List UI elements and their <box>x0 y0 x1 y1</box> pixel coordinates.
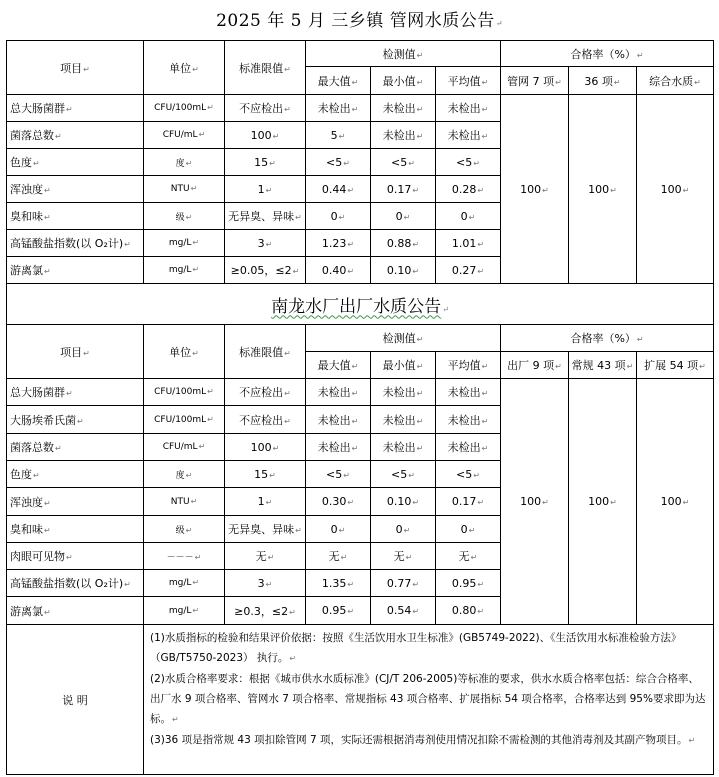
header-unit: 单位 ↵ <box>144 41 225 95</box>
item-cell: 菌落总数 ↵ <box>7 122 144 149</box>
avg-cell: 未检出 ↵ <box>436 122 501 149</box>
notes-label: 说 明 <box>7 625 144 775</box>
avg-cell: 未检出 ↵ <box>436 95 501 122</box>
min-cell: 未检出 ↵ <box>371 95 436 122</box>
limit-cell: 无 ↵ <box>225 543 306 570</box>
max-cell: 1.35 ↵ <box>306 570 371 597</box>
limit-cell: 无异臭、异味 ↵ <box>225 516 306 543</box>
header-item: 项目 ↵ <box>7 325 144 379</box>
header-avg: 平均值 ↵ <box>436 67 501 95</box>
unit-cell: CFU/mL ↵ <box>144 122 225 149</box>
unit-cell: mg/L ↵ <box>144 257 225 284</box>
item-cell: 总大肠菌群 ↵ <box>7 95 144 122</box>
limit-cell: 100 ↵ <box>225 122 306 149</box>
avg-cell: 未检出 ↵ <box>436 434 501 461</box>
page-title: 2025 年 5 月 三乡镇 管网水质公告 ↵ <box>0 6 719 31</box>
limit-cell: 不应检出 ↵ <box>225 406 306 434</box>
max-cell: 0 ↵ <box>306 516 371 543</box>
min-cell: 0.10 ↵ <box>371 488 436 516</box>
water-quality-table <box>6 40 714 775</box>
header-avg: 平均值 ↵ <box>436 352 501 379</box>
min-cell: 未检出 ↵ <box>371 122 436 149</box>
min-cell: 未检出 ↵ <box>371 434 436 461</box>
table-row <box>7 379 714 406</box>
avg-cell: 0.27 ↵ <box>436 257 501 284</box>
avg-cell: 0 ↵ <box>436 516 501 543</box>
rate-value: 100 ↵ <box>637 379 714 625</box>
item-cell: 大肠埃希氏菌 ↵ <box>7 406 144 434</box>
avg-cell: 无 ↵ <box>436 543 501 570</box>
item-cell: 总大肠菌群 ↵ <box>7 379 144 406</box>
rate-col-header: 管网 7 项 ↵ <box>501 67 569 95</box>
header-detect: 检测值 ↵ <box>306 325 501 352</box>
item-cell: 肉眼可见物 ↵ <box>7 543 144 570</box>
header-max: 最大值 ↵ <box>306 67 371 95</box>
item-cell: 高锰酸盐指数(以 O₂计) ↵ <box>7 230 144 257</box>
item-cell: 游离氯 ↵ <box>7 257 144 284</box>
max-cell: 未检出 ↵ <box>306 434 371 461</box>
header-min: 最小值 ↵ <box>371 67 436 95</box>
section-title-2: 南龙水厂出厂水质公告 ↵ <box>7 284 714 325</box>
avg-cell: 0.17 ↵ <box>436 488 501 516</box>
limit-cell: 不应检出 ↵ <box>225 379 306 406</box>
max-cell: 无 ↵ <box>306 543 371 570</box>
rate-col-header: 常规 43 项 ↵ <box>569 352 637 379</box>
rate-value: 100 ↵ <box>501 379 569 625</box>
unit-cell: CFU/mL ↵ <box>144 434 225 461</box>
item-cell: 臭和味 ↵ <box>7 203 144 230</box>
item-cell: 浑浊度 ↵ <box>7 176 144 203</box>
min-cell: 无 ↵ <box>371 543 436 570</box>
unit-cell: CFU/100mL ↵ <box>144 406 225 434</box>
limit-cell: 无异臭、异味 ↵ <box>225 203 306 230</box>
limit-cell: 1 ↵ <box>225 176 306 203</box>
rate-value: 100 ↵ <box>501 95 569 284</box>
unit-cell: mg/L ↵ <box>144 570 225 597</box>
max-cell: 0.30 ↵ <box>306 488 371 516</box>
limit-cell: 15 ↵ <box>225 461 306 488</box>
unit-cell: 度 ↵ <box>144 461 225 488</box>
item-cell: 浑浊度 ↵ <box>7 488 144 516</box>
max-cell: <5 ↵ <box>306 461 371 488</box>
min-cell: 0 ↵ <box>371 516 436 543</box>
header-rate: 合格率（%） ↵ <box>501 41 714 67</box>
header-max: 最大值 ↵ <box>306 352 371 379</box>
unit-cell: CFU/100mL ↵ <box>144 379 225 406</box>
avg-cell: 未检出 ↵ <box>436 379 501 406</box>
max-cell: 0.95 ↵ <box>306 597 371 625</box>
unit-cell: 级 ↵ <box>144 516 225 543</box>
item-cell: 色度 ↵ <box>7 149 144 176</box>
notes-body <box>144 625 714 775</box>
max-cell: 未检出 ↵ <box>306 379 371 406</box>
rate-value: 100 ↵ <box>637 95 714 284</box>
rate-col-header: 36 项 ↵ <box>569 67 637 95</box>
header-limit: 标准限值 ↵ <box>225 41 306 95</box>
header-rate: 合格率（%） ↵ <box>501 325 714 352</box>
avg-cell: 0 ↵ <box>436 203 501 230</box>
item-cell: 臭和味 ↵ <box>7 516 144 543</box>
item-cell: 色度 ↵ <box>7 461 144 488</box>
min-cell: 未检出 ↵ <box>371 406 436 434</box>
max-cell: 0 ↵ <box>306 203 371 230</box>
item-cell: 高锰酸盐指数(以 O₂计) ↵ <box>7 570 144 597</box>
header-min: 最小值 ↵ <box>371 352 436 379</box>
min-cell: 0.77 ↵ <box>371 570 436 597</box>
avg-cell: 1.01 ↵ <box>436 230 501 257</box>
table-row <box>7 95 714 122</box>
item-cell: 游离氯 ↵ <box>7 597 144 625</box>
note-item: (3)36 项是指常规 43 项扣除管网 7 项，实际还需根据消毒剂使用情况扣除不需检测的其他消毒剂及其副产物项目。 ↵ <box>150 730 709 751</box>
limit-cell: ≥0.05，≤2 ↵ <box>225 257 306 284</box>
min-cell: 0.17 ↵ <box>371 176 436 203</box>
max-cell: 1.23 ↵ <box>306 230 371 257</box>
item-cell: 菌落总数 ↵ <box>7 434 144 461</box>
unit-cell: mg/L ↵ <box>144 230 225 257</box>
rate-col-header: 扩展 54 项 ↵ <box>637 352 714 379</box>
avg-cell: 0.28 ↵ <box>436 176 501 203</box>
rate-value: 100 ↵ <box>569 95 637 284</box>
max-cell: 未检出 ↵ <box>306 95 371 122</box>
unit-cell: 级 ↵ <box>144 203 225 230</box>
unit-cell: 度 ↵ <box>144 149 225 176</box>
limit-cell: 15 ↵ <box>225 149 306 176</box>
unit-cell: NTU ↵ <box>144 176 225 203</box>
limit-cell: 3 ↵ <box>225 230 306 257</box>
limit-cell: 3 ↵ <box>225 570 306 597</box>
limit-cell: 100 ↵ <box>225 434 306 461</box>
min-cell: 0.54 ↵ <box>371 597 436 625</box>
rate-value: 100 ↵ <box>569 379 637 625</box>
header-unit: 单位 ↵ <box>144 325 225 379</box>
header-detect: 检测值 ↵ <box>306 41 501 67</box>
avg-cell: 0.95 ↵ <box>436 570 501 597</box>
limit-cell: 1 ↵ <box>225 488 306 516</box>
min-cell: 0.10 ↵ <box>371 257 436 284</box>
min-cell: 未检出 ↵ <box>371 379 436 406</box>
max-cell: 0.40 ↵ <box>306 257 371 284</box>
avg-cell: 0.80 ↵ <box>436 597 501 625</box>
limit-cell: 不应检出 ↵ <box>225 95 306 122</box>
max-cell: 5 ↵ <box>306 122 371 149</box>
min-cell: <5 ↵ <box>371 461 436 488</box>
max-cell: 未检出 ↵ <box>306 406 371 434</box>
unit-cell: NTU ↵ <box>144 488 225 516</box>
unit-cell: mg/L ↵ <box>144 597 225 625</box>
note-item: (1)水质指标的检验和结果评价依据：按照《生活饮用水卫生标准》(GB5749-2022)、《生活饮用水标准检验方法》（GB/T5750-2023） 执行。 ↵ <box>150 628 709 669</box>
limit-cell: ≥0.3，≤2 ↵ <box>225 597 306 625</box>
avg-cell: <5 ↵ <box>436 149 501 176</box>
header-item: 项目 ↵ <box>7 41 144 95</box>
unit-cell: CFU/100mL ↵ <box>144 95 225 122</box>
rate-col-header: 综合水质 ↵ <box>637 67 714 95</box>
avg-cell: 未检出 ↵ <box>436 406 501 434</box>
max-cell: <5 ↵ <box>306 149 371 176</box>
min-cell: <5 ↵ <box>371 149 436 176</box>
min-cell: 0.88 ↵ <box>371 230 436 257</box>
avg-cell: <5 ↵ <box>436 461 501 488</box>
header-limit: 标准限值 ↵ <box>225 325 306 379</box>
note-item: (2)水质合格率要求：根据《城市供水水质标准》(CJ/T 206-2005)等标准的要求，供水水质合格率包括：综合合格率、出厂水 9 项合格率、管网水 7 项合格率、常规指标 43 项合格率、扩展指标 54 项合格率，合格率达到 95%要求即为达标。 ↵ <box>150 669 709 730</box>
rate-col-header: 出厂 9 项 ↵ <box>501 352 569 379</box>
unit-cell: －－－ ↵ <box>144 543 225 570</box>
max-cell: 0.44 ↵ <box>306 176 371 203</box>
min-cell: 0 ↵ <box>371 203 436 230</box>
